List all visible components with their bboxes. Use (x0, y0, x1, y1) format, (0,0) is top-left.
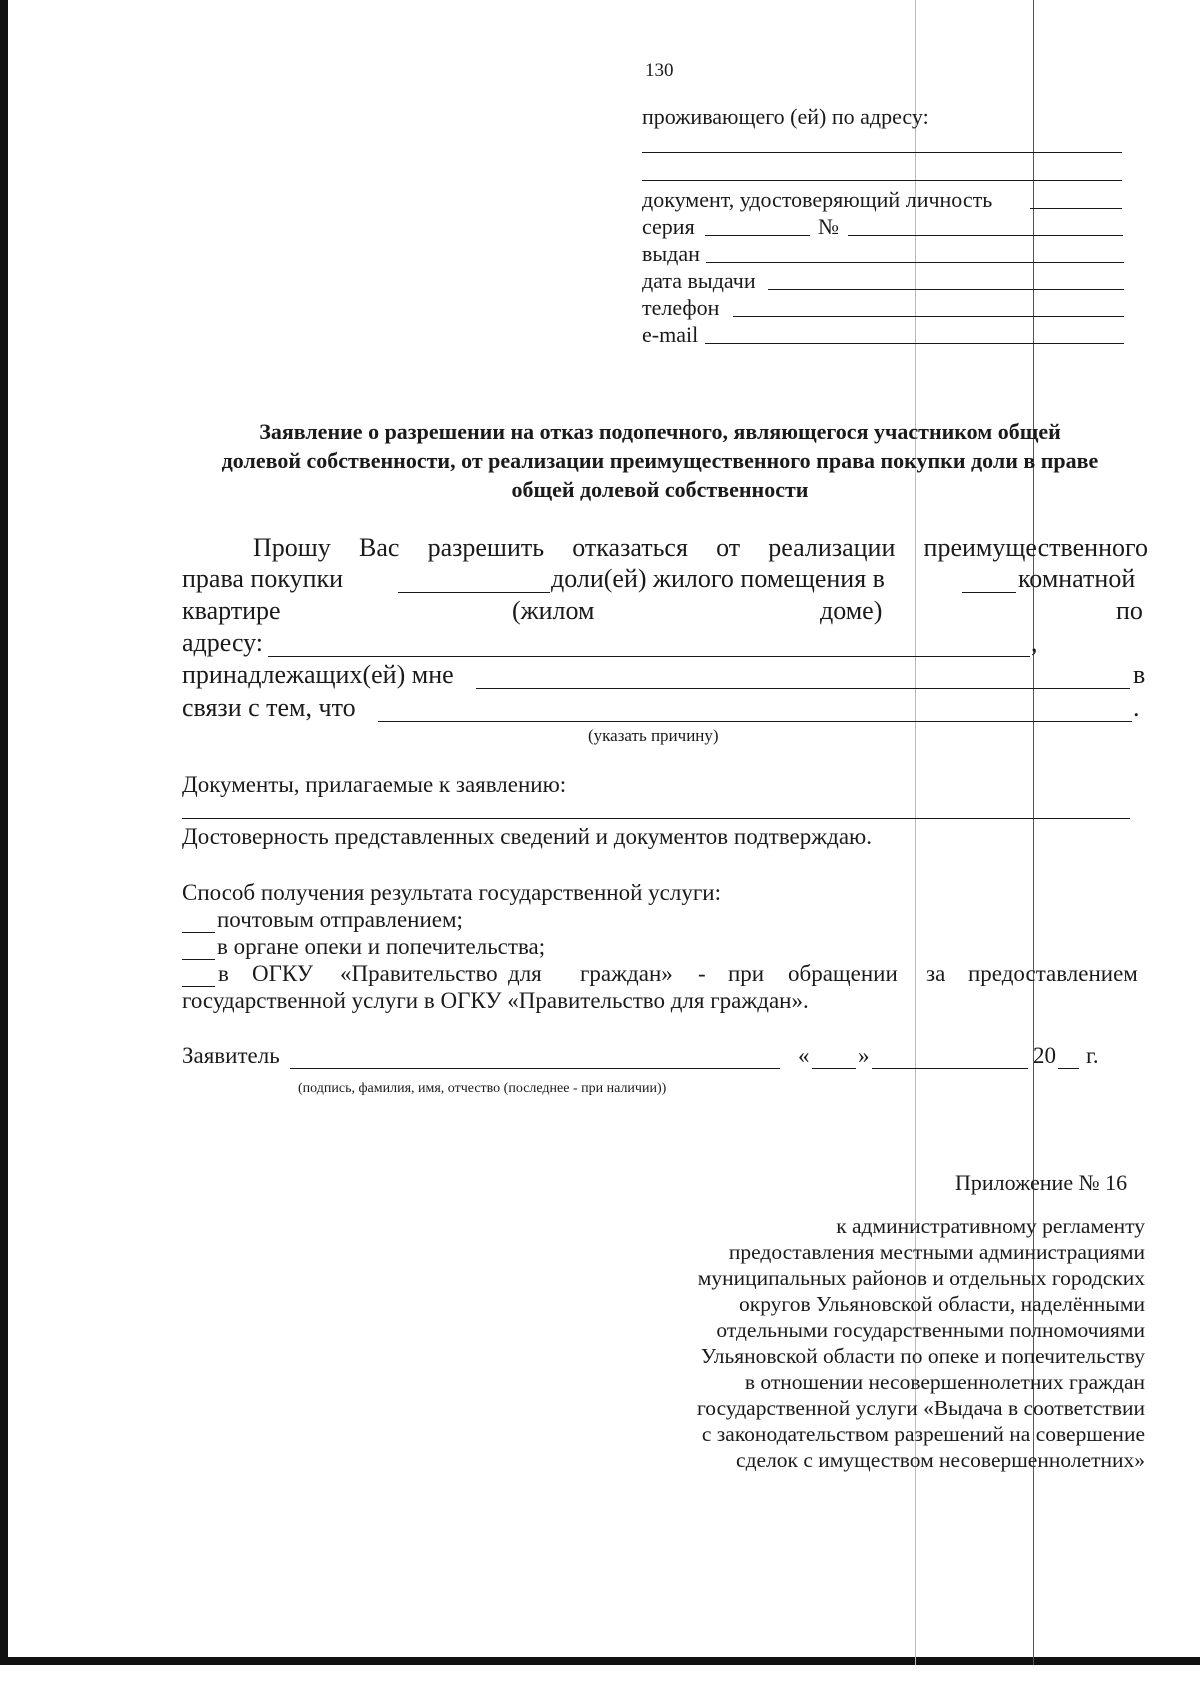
apartment-word-4: по (1116, 596, 1143, 625)
option-ogku-word-5: граждан» (580, 961, 673, 986)
address-line-1[interactable] (642, 152, 1122, 153)
date-year-field[interactable] (1058, 1068, 1079, 1069)
appendix-line: муниципальных районов и отдельных городских (697, 1266, 1145, 1290)
date-month-field[interactable] (872, 1068, 1028, 1069)
option-ogku-word-6: - (698, 961, 706, 986)
scan-frame-bottom (0, 1657, 1200, 1665)
series-field[interactable] (705, 235, 810, 236)
issue-date-field[interactable] (768, 289, 1124, 290)
appendix-line: к административному регламенту (836, 1214, 1145, 1238)
number-sign: № (818, 214, 839, 239)
title-line-1: Заявление о разрешении на отказ подопечного, являющегося участником общей (259, 419, 1061, 444)
issue-date-label: дата выдачи (642, 268, 756, 293)
share-field[interactable] (398, 592, 550, 593)
date-year-suffix: г. (1086, 1043, 1099, 1068)
apartment-word-1: квартире (182, 596, 281, 625)
room-apartment-label: комнатной (1018, 564, 1136, 593)
signature-hint: (подпись, фамилия, имя, отчество (последнее - при наличии)) (298, 1081, 667, 1096)
option-mail-label: почтовым отправлением; (217, 907, 463, 932)
series-label: серия (642, 214, 695, 239)
option-mail-checkbox[interactable] (182, 932, 215, 933)
attached-documents-field[interactable] (182, 818, 1130, 819)
apartment-word-2: (жилом (512, 596, 595, 625)
residing-label: проживающего (ей) по адресу: (642, 104, 929, 129)
confirmation-text: Достоверность представленных сведений и документов подтверждаю. (182, 824, 872, 849)
appendix-number: Приложение № 16 (955, 1170, 1128, 1195)
date-year-prefix: 20 (1033, 1043, 1056, 1068)
appendix-line: с законодательством разрешений на совершение (701, 1422, 1145, 1446)
apartment-word-3: доме) (820, 596, 883, 625)
title-line-3: общей долевой собственности (511, 477, 809, 502)
id-document-field[interactable] (1030, 208, 1122, 209)
number-field[interactable] (848, 235, 1123, 236)
date-day-field[interactable] (812, 1068, 856, 1069)
due-to-label: связи с тем, что (182, 693, 356, 722)
appendix-line: государственной услуги «Выдача в соответствии (697, 1396, 1145, 1420)
scan-frame-left (0, 0, 8, 1665)
appendix-line: в отношении несовершеннолетних граждан (744, 1370, 1145, 1394)
option-ogku-word-10: предоставлением (968, 961, 1138, 986)
reason-field[interactable] (378, 721, 1132, 722)
option-ogku-word-7: при (728, 961, 765, 986)
delivery-heading: Способ получения результата государственной услуги: (182, 880, 721, 905)
appendix-block (560, 1213, 1145, 1473)
option-ogku-word-2: ОГКУ (252, 961, 314, 986)
appendix-line: предоставления местными администрациями (728, 1240, 1145, 1264)
purchase-prefix: права покупки (182, 564, 344, 593)
issued-field[interactable] (706, 262, 1124, 263)
belonging-label: принадлежащих(ей) мне (182, 660, 454, 689)
email-field[interactable] (705, 343, 1124, 344)
appendix-line: округов Ульяновской области, наделёнными (739, 1292, 1145, 1316)
applicant-signature-field[interactable] (290, 1068, 780, 1069)
issued-label: выдан (642, 241, 700, 266)
option-guardianship-checkbox[interactable] (182, 959, 215, 960)
option-ogku-checkbox[interactable] (182, 986, 215, 987)
phone-label: телефон (642, 295, 720, 320)
reason-hint: (указать причину) (588, 726, 719, 745)
in-connection-label: в (1133, 660, 1146, 689)
address-label: адресу: (182, 628, 264, 657)
option-ogku-word-1: в (218, 961, 229, 986)
id-document-label: документ, удостоверяющий личность (642, 187, 993, 212)
applicant-label: Заявитель (182, 1043, 280, 1068)
option-guardianship-label: в органе опеки и попечительства; (217, 934, 546, 959)
option-ogku-word-8: обращении (788, 961, 898, 986)
address-line-2[interactable] (642, 180, 1122, 181)
date-quote-open: « (798, 1043, 810, 1068)
appendix-line: сделок с имуществом несовершеннолетних» (736, 1448, 1145, 1472)
option-ogku-word-9: за (926, 961, 946, 986)
appendix-line: Ульяновской области по опеке и попечительству (700, 1344, 1145, 1368)
option-ogku-word-3: «Правительство (340, 961, 498, 986)
appendix-line: отдельными государственными полномочиями (716, 1318, 1145, 1342)
attached-documents-label: Документы, прилагаемые к заявлению: (182, 772, 567, 797)
property-address-field[interactable] (268, 656, 1030, 657)
email-label: e-mail (642, 322, 699, 347)
option-ogku-line-2: государственной услуги в ОГКУ «Правительство для граждан». (182, 988, 809, 1013)
request-line-1: Прошу Вас разрешить отказаться от реализации преимущественного (253, 533, 1148, 562)
rooms-field[interactable] (962, 592, 1016, 593)
option-ogku-word-4: для (508, 961, 542, 986)
phone-field[interactable] (733, 316, 1124, 317)
belonging-field[interactable] (476, 688, 1130, 689)
page-number: 130 (645, 60, 674, 81)
share-of-label: доли(ей) жилого помещения в (551, 564, 885, 593)
reason-period: . (1133, 693, 1140, 722)
title-line-2: долевой собственности, от реализации преимущественного права покупки доли в праве (221, 448, 1099, 473)
document-title (160, 417, 1160, 504)
address-comma: , (1031, 628, 1038, 657)
date-quote-close: » (858, 1043, 870, 1068)
